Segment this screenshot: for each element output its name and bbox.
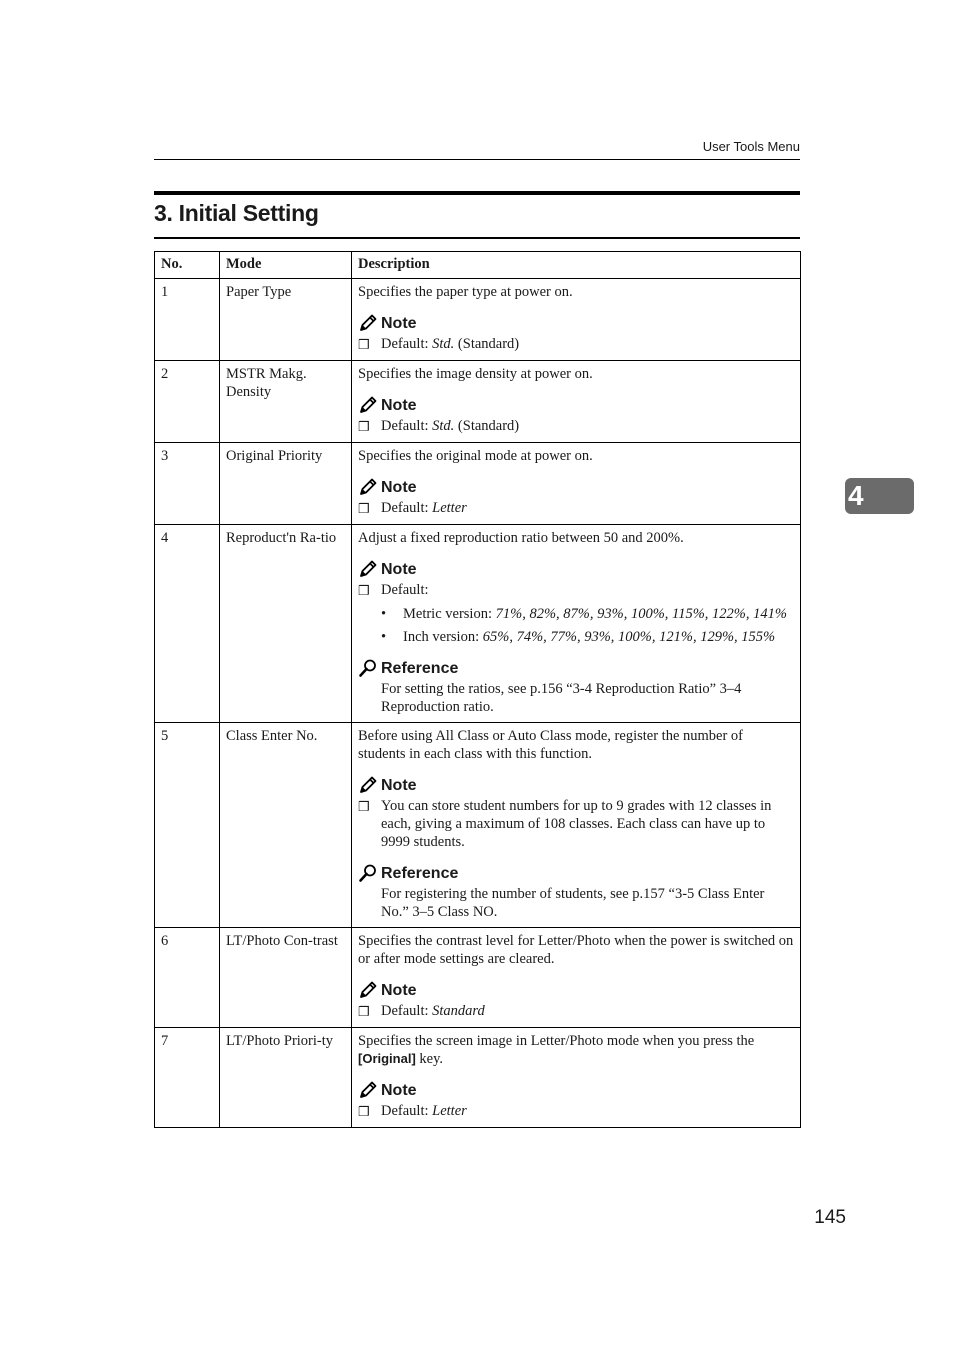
note-label: Note: [381, 315, 417, 332]
page-title: 3. Initial Setting: [154, 200, 319, 226]
table-row: [155, 928, 801, 1028]
column-header-description: Description: [352, 252, 801, 279]
row-number: 1: [155, 279, 220, 361]
reference-label: Reference: [381, 865, 459, 882]
row-mode: LT/Photo Con-trast: [220, 928, 352, 1028]
description-text: Specifies the original mode at power on.: [358, 448, 593, 464]
note-label: Note: [381, 397, 417, 414]
row-number: 4: [155, 525, 220, 723]
title-rule-top: [154, 191, 800, 195]
default-prefix: Default:: [381, 336, 433, 352]
checkbox-bullet-icon: ❒: [358, 337, 370, 352]
default-value: Standard: [432, 1003, 485, 1019]
note-item: [358, 1002, 794, 1021]
reference-label: Reference: [381, 660, 459, 677]
table-row: [155, 361, 801, 443]
pencil-icon: [358, 775, 378, 795]
pencil-icon: [358, 559, 378, 579]
note-item: [358, 797, 794, 851]
row-number: 3: [155, 443, 220, 525]
reference-heading: [358, 656, 794, 678]
default-label: Default:: [381, 582, 429, 598]
chapter-tab: 4: [845, 478, 914, 514]
note-heading: [358, 1078, 794, 1100]
bullet-dot-icon: •: [381, 606, 387, 622]
row-description: [352, 723, 801, 928]
header-rule: [154, 159, 800, 160]
inch-values: 65%, 74%, 77%, 93%, 100%, 121%, 129%, 155%: [482, 629, 776, 645]
note-item: [358, 335, 794, 354]
row-mode: MSTR Makg. Density: [220, 361, 352, 443]
default-suffix: (Standard): [454, 336, 520, 352]
default-prefix: Default:: [381, 418, 433, 434]
note-label: Note: [381, 982, 417, 999]
checkbox-bullet-icon: ❒: [358, 1104, 370, 1119]
column-header-mode: Mode: [220, 252, 352, 279]
default-prefix: Default:: [381, 1003, 433, 1019]
description-text: [358, 1032, 794, 1068]
table-row: [155, 443, 801, 525]
reference-text: For registering the number of students, see p.157 “3-5 Class Enter No.” 3–5 Class NO.: [381, 886, 765, 920]
row-number: 7: [155, 1028, 220, 1128]
note-item: [358, 581, 794, 600]
reference-text: For setting the ratios, see p.156 “3-4 Reproduction Ratio” 3–4 Reproduction ratio.: [381, 681, 742, 715]
pencil-icon: [358, 1080, 378, 1100]
checkbox-bullet-icon: ❒: [358, 799, 370, 814]
column-header-no: No.: [155, 252, 220, 279]
default-value: Std.: [432, 336, 455, 352]
row-number: 5: [155, 723, 220, 928]
checkbox-bullet-icon: ❒: [358, 583, 370, 598]
table-row: [155, 525, 801, 723]
default-value: Letter: [432, 1103, 467, 1119]
note-item: [358, 1102, 794, 1121]
checkbox-bullet-icon: ❒: [358, 1004, 370, 1019]
bullet-dot-icon: •: [381, 629, 387, 645]
pencil-icon: [358, 313, 378, 333]
description-text: Specifies the paper type at power on.: [358, 284, 573, 300]
row-number: 6: [155, 928, 220, 1028]
row-description: [352, 928, 801, 1028]
note-label: Note: [381, 1082, 417, 1099]
row-description: [352, 361, 801, 443]
row-mode: LT/Photo Priori-ty: [220, 1028, 352, 1128]
row-mode: Class Enter No.: [220, 723, 352, 928]
note-heading: [358, 475, 794, 497]
row-description: [352, 279, 801, 361]
description-text: Adjust a fixed reproduction ratio between 50 and 200%.: [358, 530, 684, 546]
list-item: [381, 605, 794, 623]
table-row: [155, 723, 801, 928]
original-key-label: [Original]: [358, 1051, 416, 1066]
pencil-icon: [358, 395, 378, 415]
reference-heading: [358, 861, 794, 883]
note-label: Note: [381, 479, 417, 496]
title-rule-bottom: [154, 237, 800, 239]
page-number: 145: [814, 1207, 846, 1228]
default-suffix: (Standard): [454, 418, 520, 434]
default-prefix: Default:: [381, 500, 433, 516]
magnifier-icon: [358, 863, 378, 883]
metric-values: 71%, 82%, 87%, 93%, 100%, 115%, 122%, 141%: [495, 606, 787, 622]
row-mode: Original Priority: [220, 443, 352, 525]
row-description: [352, 443, 801, 525]
note-item: [358, 417, 794, 436]
note-heading: [358, 393, 794, 415]
inch-label: Inch version:: [403, 629, 483, 645]
default-prefix: Default:: [381, 1103, 433, 1119]
table-header-row: [155, 252, 801, 279]
description-text: Specifies the contrast level for Letter/Photo when the power is switched on or after mode settings are cleared.: [358, 933, 794, 967]
running-header: User Tools Menu: [702, 139, 800, 154]
row-number: 2: [155, 361, 220, 443]
checkbox-bullet-icon: ❒: [358, 419, 370, 434]
note-heading: [358, 557, 794, 579]
row-description: [352, 525, 801, 723]
note-label: Note: [381, 777, 417, 794]
default-value: Letter: [432, 500, 467, 516]
note-item: [358, 499, 794, 518]
list-item: [381, 628, 794, 646]
magnifier-icon: [358, 658, 378, 678]
pencil-icon: [358, 477, 378, 497]
description-text: Before using All Class or Auto Class mode, register the number of students in each class with this function.: [358, 728, 744, 762]
row-mode: Reproduct'n Ra-tio: [220, 525, 352, 723]
row-mode: Paper Type: [220, 279, 352, 361]
note-heading: [358, 311, 794, 333]
description-before-key: Specifies the screen image in Letter/Photo mode when you press the: [358, 1033, 755, 1049]
checkbox-bullet-icon: ❒: [358, 501, 370, 516]
description-text: Specifies the image density at power on.: [358, 366, 593, 382]
initial-setting-table: [154, 251, 801, 1128]
note-text: You can store student numbers for up to 9 grades with 12 classes in each, giving a maximum of 108 classes. Each class can have up to 9999 students.: [381, 798, 772, 850]
default-value: Std.: [432, 418, 455, 434]
description-after-key: key.: [415, 1051, 444, 1067]
metric-label: Metric version:: [403, 606, 496, 622]
note-heading: [358, 978, 794, 1000]
pencil-icon: [358, 980, 378, 1000]
note-heading: [358, 773, 794, 795]
table-row: [155, 1028, 801, 1128]
table-row: [155, 279, 801, 361]
note-label: Note: [381, 561, 417, 578]
row-description: [352, 1028, 801, 1128]
